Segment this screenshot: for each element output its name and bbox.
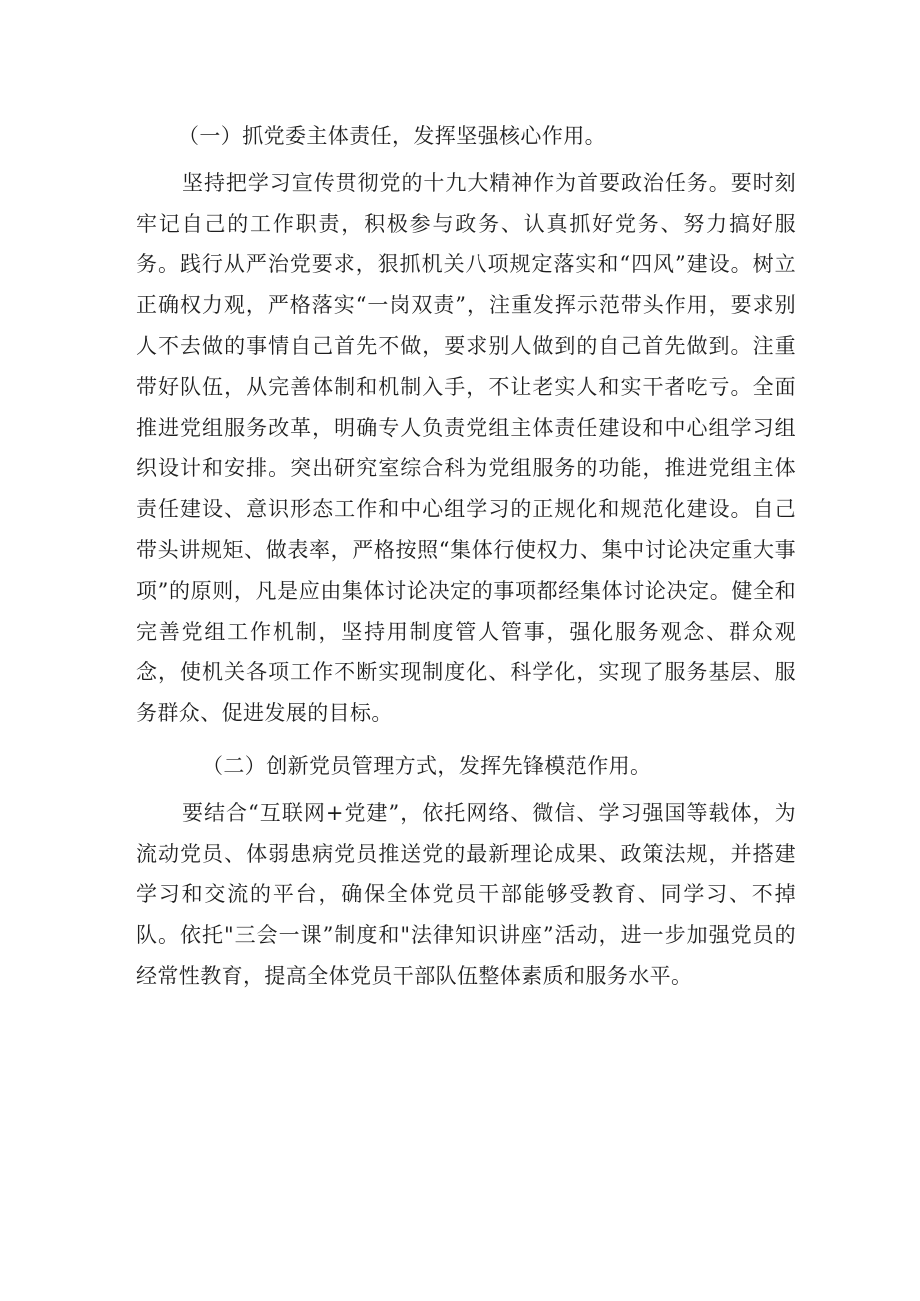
section-1-heading: （一）抓党委主体责任，发挥坚强核心作用。: [178, 124, 606, 148]
spacer: [136, 734, 796, 746]
section-2-heading: （二）创新党员管理方式，发挥先锋模范作用。: [202, 753, 652, 778]
section-1-paragraph: 坚持把学习宣传贯彻党的十九大精神作为首要政治任务。要时刻牢记自己的工作职责，积极参与政务、认真抓好党务、努力搞好服务。践行从严治党要求，狠抓机关八项规定落实和“四风”建设。树立正确权力观，严格落实“一岗双责”，注重发挥示范带头作用，要求别人不去做的事情自己首先不做，要求别人做到的自己首先做到。注重带好队伍，从完善体制和机制入手，不让老实人和实干者吃亏。全面推进党组服务改革，明确专人负责党组主体责任建设和中心组学习组织设计和安排。突出研究室综合科为党组服务的功能，推进党组主体责任建设、意识形态工作和中心组学习的正规化和规范化建设。自己带头讲规矩、做表率，严格按照“集体行使权力、集中讨论决定重大事项”的原则，凡是应由集体讨论决定的事项都经集体讨论决定。健全和完善党组工作机制，坚持用制度管人管事，强化服务观念、群众观念，使机关各项工作不断实现制度化、科学化，实现了服务基层、服务群众、促进发展的目标。: [136, 170, 796, 726]
section-2-paragraph: 要结合“互联网+党建”，依托网络、微信、学习强国等载体，为流动党员、体弱患病党员推送党的最新理论成果、政策法规，并搭建学习和交流的平台，确保全体党员干部能够受教育、同学习、不掉队。依托"三会一课”制度和"法律知识讲座”活动，进一步加强党员的经常性教育，提高全体党员干部队伍整体素质和服务水平。: [136, 800, 796, 988]
document-body: [136, 116, 796, 997]
